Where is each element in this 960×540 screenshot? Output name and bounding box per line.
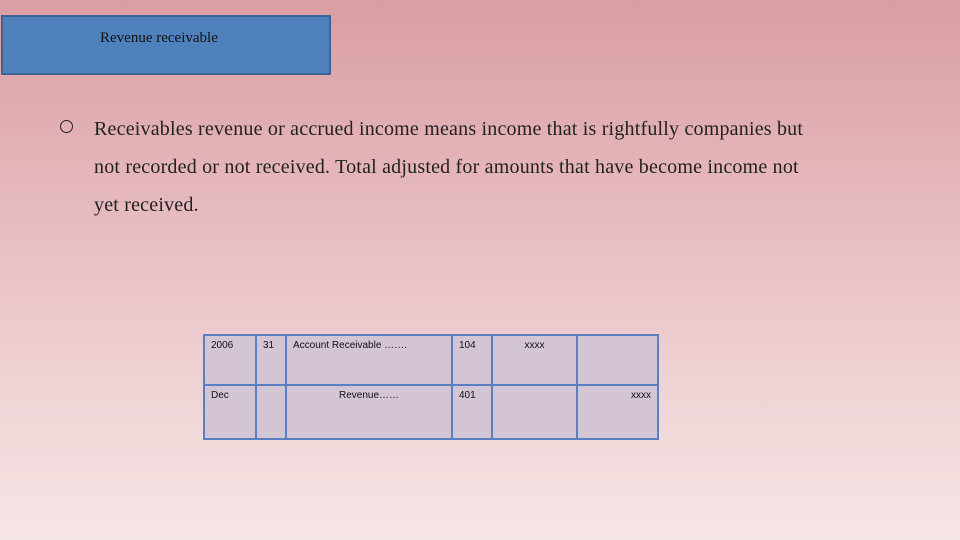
date-cell: Dec — [204, 385, 256, 439]
ref-cell: 401 — [452, 385, 492, 439]
bullet-line: Receivables revenue or accrued income means income that is rightfully companies but — [94, 118, 804, 140]
debit-cell — [492, 385, 577, 439]
bullet-line: yet received. — [94, 194, 199, 216]
account-cell: Account Receivable ……. — [286, 335, 452, 385]
table-row — [204, 335, 658, 385]
journal-entry-table — [203, 334, 659, 440]
credit-cell — [577, 335, 658, 385]
day-cell: 31 — [256, 335, 286, 385]
table-row — [204, 385, 658, 439]
slide-title: Revenue receivable — [100, 30, 218, 46]
bullet-line: not recorded or not received. Total adjusted for amounts that have become income not — [94, 156, 799, 178]
day-cell — [256, 385, 286, 439]
date-cell: 2006 — [204, 335, 256, 385]
debit-cell: xxxx — [492, 335, 577, 385]
bullet-circle-icon — [60, 120, 73, 133]
account-cell: Revenue…… — [286, 385, 452, 439]
credit-cell: xxxx — [577, 385, 658, 439]
bullet-paragraph — [94, 110, 914, 224]
ref-cell: 104 — [452, 335, 492, 385]
